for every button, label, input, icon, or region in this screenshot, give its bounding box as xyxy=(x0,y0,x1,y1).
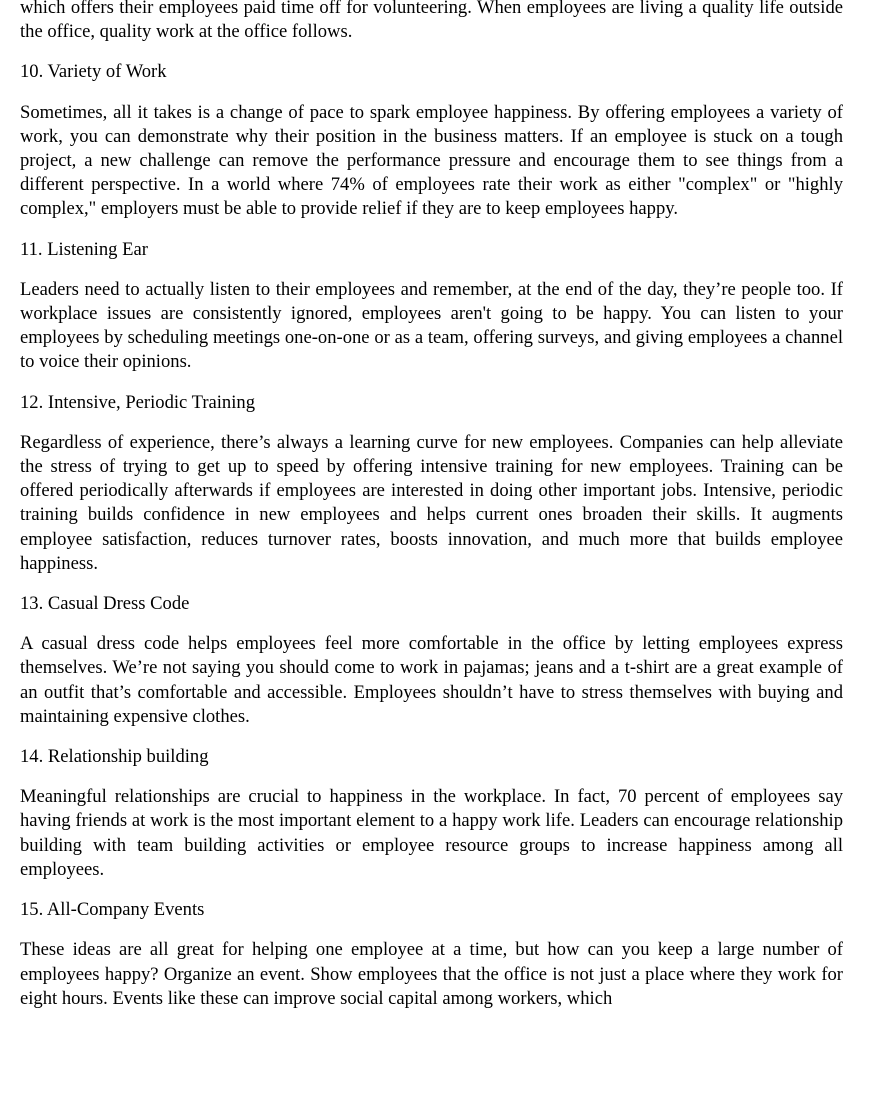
section-heading-variety-of-work: 10. Variety of Work xyxy=(20,61,167,83)
paragraph-volunteering-continued: which offers their employees paid time off for volunteering. When employees are living a quality life outside the office, quality work at the office follows. xyxy=(20,0,843,43)
section-heading-listening-ear: 11. Listening Ear xyxy=(20,238,148,260)
paragraph-all-company-events: These ideas are all great for helping one employee at a time, but how can you keep a large number of employees happy? Organize an event. Show employees that the office is not just a place where they work for eight hours. Events like these can improve social capital among workers, which xyxy=(20,939,843,1009)
paragraph-casual-dress-code: A casual dress code helps employees feel more comfortable in the office by letting employees express themselves. We’re not saying you should come to work in pajamas; jeans and a t-shirt are a great example of an outfit that’s comfortable and accessible. Employees shouldn’t have to stress themselves with buying and maintaining expensive clothes. xyxy=(20,633,843,727)
section-heading-casual-dress-code: 13. Casual Dress Code xyxy=(20,593,190,615)
section-heading-periodic-training: 12. Intensive, Periodic Training xyxy=(20,391,255,413)
paragraph-relationship-building: Meaningful relationships are crucial to happiness in the workplace. In fact, 70 percent of employees say having friends at work is the most important element to a happy work life. Leaders can encourage relationship building with team building activities or employee resource groups to increase happiness among all employees. xyxy=(20,786,843,880)
paragraph-listening-ear: Leaders need to actually listen to their employees and remember, at the end of the day, they’re people too. If workplace issues are consistently ignored, employees aren't going to be happy. You can listen to your employees by scheduling meetings one-on-one or as a team, offering surveys, and giving employees a channel to voice their opinions. xyxy=(20,278,843,373)
section-heading-all-company-events: 15. All-Company Events xyxy=(20,899,205,921)
paragraph-periodic-training: Regardless of experience, there’s always a learning curve for new employees. Companies can help alleviate the stress of trying to get up to speed by offering intensive training for new employees. Training can be offered periodically afterwards if employees are interested in doing other important jobs. Intensive, periodic training builds confidence in new employees and helps current ones broaden their skills. It augments employee satisfaction, reduces turnover rates, boosts innovation, and much more that builds employee happiness. xyxy=(20,431,843,574)
section-heading-relationship-building: 14. Relationship building xyxy=(20,746,209,768)
document-page xyxy=(20,0,843,1027)
paragraph-variety-of-work: Sometimes, all it takes is a change of pace to spark employee happiness. By offering employees a variety of work, you can demonstrate why their position in the business matters. If an employee is stuck on a tough project, a new challenge can remove the performance pressure and encourage them to see things from a different perspective. In a world where 74% of employees rate their work as either "complex" or "highly complex," employers must be able to provide relief if they are to keep employees happy. xyxy=(20,101,843,220)
